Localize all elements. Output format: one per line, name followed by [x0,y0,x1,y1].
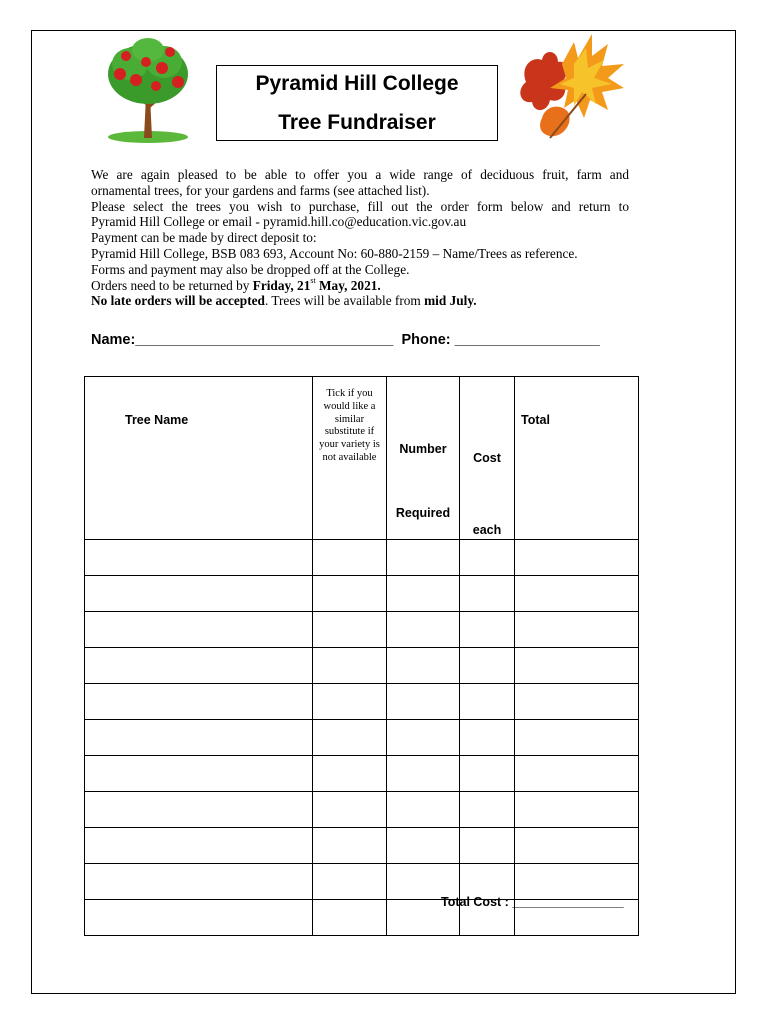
table-row [85,540,639,576]
total-cell[interactable] [515,540,639,576]
col-number-required-header: Number Required [387,377,460,540]
number-required-cell[interactable] [387,684,460,720]
total-cell[interactable] [515,720,639,756]
return-deadline-line [91,278,629,294]
col-substitute-header: Tick if you would like a similar substitute if your variety is not available [313,377,387,540]
title-line-1: Pyramid Hill College [255,72,459,95]
substitute-tick-cell[interactable] [313,576,387,612]
table-header-row [85,377,639,540]
name-field[interactable]: ________________________________ [135,332,394,348]
total-cell[interactable] [515,792,639,828]
substitute-tick-cell[interactable] [313,828,387,864]
intro-line: ornamental trees, for your gardens and farms (see attached list). [91,182,430,198]
intro-line: Please select the trees you wish to purchase, fill out the order form below and return to [91,198,629,214]
cost-each-cell[interactable] [460,828,515,864]
substitute-tick-cell[interactable] [313,864,387,900]
tree-name-cell[interactable] [85,540,313,576]
substitute-tick-cell[interactable] [313,648,387,684]
number-required-cell[interactable] [387,576,460,612]
number-required-cell[interactable] [387,720,460,756]
deadline-prefix: Orders need to be returned by [91,277,253,293]
substitute-tick-cell[interactable] [313,900,387,936]
number-required-cell[interactable] [387,612,460,648]
total-cost-field[interactable]: ________________ [512,895,624,909]
number-required-cell[interactable] [387,756,460,792]
total-cell[interactable] [515,684,639,720]
cost-each-cell[interactable] [460,720,515,756]
table-row [85,720,639,756]
tree-name-cell[interactable] [85,648,313,684]
tree-name-cell[interactable] [85,612,313,648]
cost-each-cell[interactable] [460,576,515,612]
col-tree-name-header: Tree Name [85,377,313,540]
title-line-2: Tree Fundraiser [278,111,436,134]
cost-each-cell[interactable] [460,612,515,648]
total-cell[interactable] [515,576,639,612]
intro-line: Payment can be made by direct deposit to: [91,230,317,246]
total-cell[interactable] [515,648,639,684]
title-box [216,65,498,141]
intro-text [91,167,629,309]
table-row [85,612,639,648]
availability-text: . Trees will be available from [264,293,425,309]
deadline-date-a: Friday, 21 [252,277,311,293]
number-required-cell[interactable] [387,792,460,828]
phone-label: Phone: [401,332,451,348]
total-cost [441,895,624,909]
col-cost-each-header: Cost each [460,377,515,540]
intro-line: Pyramid Hill College, BSB 083 693, Account No: 60-880-2159 – Name/Trees as reference. [91,245,578,261]
total-cost-label: Total Cost : [441,895,513,909]
cost-each-cell[interactable] [460,648,515,684]
tree-name-cell[interactable] [85,576,313,612]
number-required-cell[interactable] [387,828,460,864]
late-orders-warning: No late orders will be accepted [91,293,265,309]
tree-name-cell[interactable] [85,720,313,756]
table-row [85,576,639,612]
substitute-tick-cell[interactable] [313,792,387,828]
substitute-tick-cell[interactable] [313,612,387,648]
contact-fields [91,332,631,348]
phone-field[interactable]: __________________ [450,332,600,348]
number-required-cell[interactable] [387,648,460,684]
col-total-header: Total [515,377,639,540]
late-orders-line [91,293,629,309]
table-row [85,756,639,792]
cost-each-cell[interactable] [460,684,515,720]
table-row [85,792,639,828]
cost-each-cell[interactable] [460,540,515,576]
tree-name-cell[interactable] [85,756,313,792]
order-table [84,376,639,936]
deadline-date-sup: st [310,276,316,286]
tree-name-cell[interactable] [85,828,313,864]
cost-each-cell[interactable] [460,756,515,792]
table-row [85,648,639,684]
total-cell[interactable] [515,612,639,648]
total-cell[interactable] [515,828,639,864]
total-cell[interactable] [515,756,639,792]
intro-line: Pyramid Hill College or email - pyramid.hill.co@education.vic.gov.au [91,214,467,230]
substitute-tick-cell[interactable] [313,756,387,792]
name-label: Name: [91,332,136,348]
table-row [85,828,639,864]
substitute-tick-cell[interactable] [313,540,387,576]
substitute-tick-cell[interactable] [313,684,387,720]
table-row [85,684,639,720]
number-required-cell[interactable] [387,540,460,576]
tree-name-cell[interactable] [85,864,313,900]
cost-each-cell[interactable] [460,792,515,828]
apple-tree-image [100,34,192,146]
intro-line: We are again pleased to be able to offer you a wide range of deciduous fruit, farm and [91,167,629,182]
deadline-date-b: May, 2021. [315,277,381,293]
tree-name-cell[interactable] [85,792,313,828]
availability-date: mid July. [424,293,477,309]
autumn-leaves-image [512,34,630,142]
intro-line: Forms and payment may also be dropped off at the College. [91,261,410,277]
tree-name-cell[interactable] [85,900,313,936]
substitute-tick-cell[interactable] [313,720,387,756]
tree-name-cell[interactable] [85,684,313,720]
